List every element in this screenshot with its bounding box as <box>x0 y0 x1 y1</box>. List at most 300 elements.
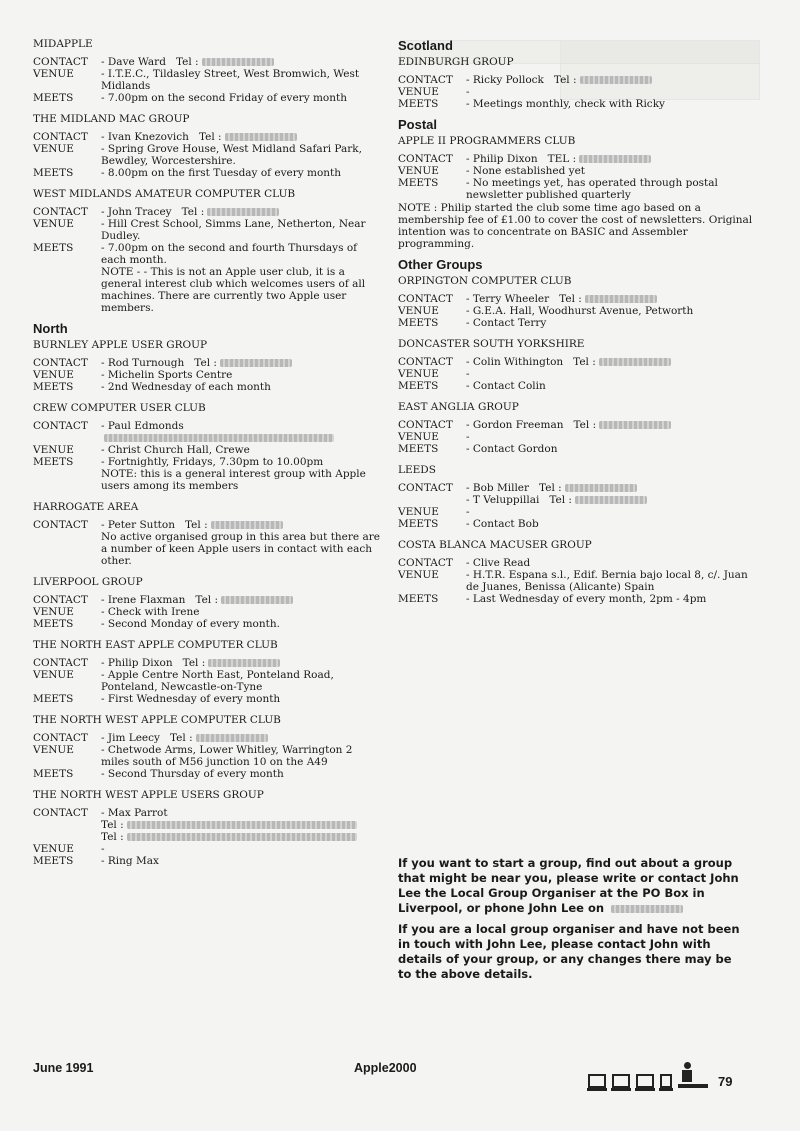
group-name: HARROGATE AREA <box>33 501 139 513</box>
field-label: MEETS <box>33 855 74 867</box>
field-label: CONTACT <box>33 519 88 531</box>
group-name: LEEDS <box>398 464 436 476</box>
redacted-phone <box>580 76 652 84</box>
detail-row <box>33 92 381 104</box>
detail-row <box>398 74 758 86</box>
field-label: VENUE <box>33 218 74 230</box>
field-value <box>101 131 381 143</box>
field-value-text: Tel : <box>101 819 124 831</box>
field-value-text: - Max Parrot <box>101 807 168 819</box>
cta-paragraph-1: If you want to start a group, find out about a group that might be near you, please write or contact John Lee the Local Group Organiser at the PO Box in Liverpool, or phone John Lee on <box>398 856 739 915</box>
field-value <box>101 357 381 369</box>
telephone <box>170 732 268 744</box>
detail-row <box>398 368 758 380</box>
field-value-text: - Fortnightly, Fridays, 7.30pm to 10.00pm <box>101 456 324 468</box>
group-entry <box>33 639 381 705</box>
field-label: VENUE <box>33 843 74 855</box>
telephone-label: Tel : <box>181 206 205 218</box>
field-label: VENUE <box>398 305 439 317</box>
detail-row <box>33 594 381 606</box>
telephone-label: Tel : <box>184 519 208 531</box>
field-label: MEETS <box>398 443 439 455</box>
field-value-text: - Chetwode Arms, Lower Whitley, Warrington 2 miles south of M56 junction 10 on the A49 <box>101 744 353 768</box>
group-name: EAST ANGLIA GROUP <box>398 401 519 413</box>
field-value <box>466 419 758 431</box>
field-value <box>466 518 758 530</box>
field-value <box>101 819 381 831</box>
telephone <box>199 131 297 143</box>
field-value-text: - None established yet <box>466 165 586 177</box>
detail-row <box>33 693 381 705</box>
field-label <box>398 494 466 506</box>
field-value <box>101 420 381 444</box>
group-entry <box>398 338 758 392</box>
field-value-text: - Ring Max <box>101 855 159 867</box>
redacted-phone <box>225 133 297 141</box>
cta-paragraph-2: If you are a local group organiser and have not been in touch with John Lee, please contact John with details of your group, or any changes there may be to the above details. <box>398 922 740 981</box>
field-value-text: - Gordon Freeman <box>466 419 564 431</box>
group-note: NOTE - - This is not an Apple user club, it is a general interest club which welcomes users of all machines. There are currently two Apple user members. <box>101 266 366 314</box>
field-label: MEETS <box>33 242 74 254</box>
group-name: CREW COMPUTER USER CLUB <box>33 402 206 414</box>
field-label: MEETS <box>398 177 439 189</box>
field-value-text: - Colin Withington <box>466 356 564 368</box>
field-value <box>466 356 758 368</box>
field-value-text: - Michelin Sports Centre <box>101 369 233 381</box>
group-name: THE NORTH EAST APPLE COMPUTER CLUB <box>33 639 278 651</box>
detail-row <box>398 593 758 605</box>
detail-row <box>398 569 758 593</box>
field-value-text: - Contact Colin <box>466 380 546 392</box>
telephone-label: Tel : <box>195 594 219 606</box>
field-value <box>101 444 381 456</box>
field-value-text: - Rod Turnough <box>101 357 185 369</box>
field-value-text: - <box>466 431 470 443</box>
footer-date: June 1991 <box>33 1061 94 1075</box>
field-value-text: - Check with Irene <box>101 606 200 618</box>
detail-row <box>398 506 758 518</box>
field-label: CONTACT <box>33 594 88 606</box>
field-value <box>101 519 381 531</box>
detail-row <box>33 819 381 831</box>
field-value-text: - <box>466 506 470 518</box>
group-note: NOTE : Philip started the club some time ago based on a membership fee of £1.00 to cover the cost of newsletters. Original intention was to concentrate on BASIC and Assembler programming. <box>398 202 753 250</box>
telephone <box>559 293 657 305</box>
field-value <box>466 317 758 329</box>
field-value <box>466 431 758 443</box>
field-label: MEETS <box>398 518 439 530</box>
detail-row <box>33 768 381 780</box>
field-value <box>466 165 758 177</box>
group-entry <box>33 339 381 393</box>
field-value-text: - Second Monday of every month. <box>101 618 280 630</box>
group-entry <box>33 188 381 314</box>
field-label: VENUE <box>398 569 439 581</box>
field-value-text: - Contact Bob <box>466 518 539 530</box>
field-value-text: - Christ Church Hall, Crewe <box>101 444 250 456</box>
detail-row <box>33 56 381 68</box>
detail-row <box>398 356 758 368</box>
footer-page-block <box>588 1062 732 1088</box>
field-value-text: - Ivan Knezovich <box>101 131 189 143</box>
field-value-text: - I.T.E.C., Tildasley Street, West Bromwich, West Midlands <box>101 68 360 92</box>
group-entry <box>33 38 381 104</box>
detail-row <box>398 293 758 305</box>
group-entry <box>398 401 758 455</box>
field-label: CONTACT <box>398 482 453 494</box>
group-entry <box>33 113 381 179</box>
detail-row <box>33 807 381 819</box>
group-name: LIVERPOOL GROUP <box>33 576 143 588</box>
field-value <box>101 206 381 218</box>
field-label <box>33 819 101 831</box>
group-entry <box>398 539 758 605</box>
detail-row <box>398 431 758 443</box>
telephone <box>195 594 293 606</box>
field-label: VENUE <box>33 143 74 155</box>
redacted-phone <box>579 155 651 163</box>
region-heading: North <box>33 321 68 336</box>
field-value-text: - <box>466 86 470 98</box>
group-note: No active organised group in this area but there are a number of keen Apple users in contact with each other. <box>101 531 380 567</box>
field-value-text: - 8.00pm on the first Tuesday of every month <box>101 167 342 179</box>
group-entry <box>398 56 758 110</box>
detail-row <box>398 494 758 506</box>
field-value <box>101 618 381 630</box>
page-number: 79 <box>718 1074 733 1089</box>
telephone-label: Tel : <box>549 494 572 506</box>
group-name: BURNLEY APPLE USER GROUP <box>33 339 208 351</box>
field-label: CONTACT <box>398 356 453 368</box>
telephone-label: Tel : <box>194 357 217 369</box>
field-label: VENUE <box>33 444 74 456</box>
field-value-text: - <box>101 843 105 855</box>
field-label: VENUE <box>33 669 74 681</box>
redacted-phone <box>220 359 292 367</box>
field-value <box>466 74 758 86</box>
group-note: NOTE: this is a general interest group with Apple users among its members <box>101 468 366 492</box>
redacted-phone <box>208 659 280 667</box>
detail-row <box>398 98 758 110</box>
field-label: MEETS <box>398 593 439 605</box>
field-value-text: - Hill Crest School, Simms Lane, Netherton, Near Dudley. <box>101 218 366 242</box>
detail-row <box>33 131 381 143</box>
field-value-text: - T Veluppillai <box>466 494 540 506</box>
field-label: CONTACT <box>33 357 88 369</box>
field-label: CONTACT <box>398 153 453 165</box>
left-column <box>33 38 381 876</box>
field-label: MEETS <box>398 98 439 110</box>
field-label: VENUE <box>33 68 74 80</box>
detail-row <box>33 843 381 855</box>
redacted-phone <box>207 208 279 216</box>
group-name: THE NORTH WEST APPLE COMPUTER CLUB <box>33 714 281 726</box>
region-heading: Postal <box>398 117 438 132</box>
call-to-action <box>398 856 743 988</box>
telephone-label: Tel : <box>573 356 596 368</box>
field-value-text: - Philip Dixon <box>101 657 173 669</box>
telephone-label: Tel : <box>559 293 582 305</box>
detail-row <box>398 557 758 569</box>
detail-row <box>33 855 381 867</box>
field-label: MEETS <box>33 618 74 630</box>
field-value-text: - No meetings yet, has operated through postal newsletter published quarterly <box>466 177 718 201</box>
field-value <box>101 56 381 68</box>
field-value-text: - First Wednesday of every month <box>101 693 281 705</box>
detail-row <box>33 369 381 381</box>
field-value <box>101 669 381 693</box>
footer-magazine: Apple2000 <box>354 1061 417 1075</box>
field-value <box>101 855 381 867</box>
detail-row <box>33 444 381 456</box>
telephone <box>183 657 281 669</box>
detail-row <box>33 381 381 393</box>
telephone-label: Tel : <box>553 74 577 86</box>
field-value-text: - Spring Grove House, West Midland Safari Park, Bewdley, Worcestershire. <box>101 143 362 167</box>
field-label: MEETS <box>33 456 74 468</box>
redacted-phone <box>585 295 657 303</box>
redacted-phone <box>127 833 357 841</box>
field-value <box>466 293 758 305</box>
field-label: VENUE <box>398 86 439 98</box>
group-entry <box>33 501 381 567</box>
detail-row <box>398 305 758 317</box>
detail-row <box>33 606 381 618</box>
telephone <box>573 356 671 368</box>
region-heading: Scotland <box>398 38 453 53</box>
field-label: VENUE <box>398 165 439 177</box>
group-name: MIDAPPLE <box>33 38 93 50</box>
field-value-text: - Contact Gordon <box>466 443 558 455</box>
telephone-label: Tel : <box>539 482 562 494</box>
field-label: MEETS <box>33 693 74 705</box>
telephone <box>549 494 647 506</box>
field-value-text: - Terry Wheeler <box>466 293 550 305</box>
field-value <box>466 557 758 569</box>
group-name: COSTA BLANCA MACUSER GROUP <box>398 539 592 551</box>
redacted-phone <box>127 821 357 829</box>
field-label: VENUE <box>398 431 439 443</box>
detail-row <box>33 242 381 266</box>
telephone <box>548 153 652 165</box>
field-value-text: - 2nd Wednesday of each month <box>101 381 271 393</box>
redacted-phone <box>599 421 671 429</box>
telephone-label: Tel : <box>573 419 597 431</box>
field-label: VENUE <box>33 606 74 618</box>
detail-row <box>398 317 758 329</box>
group-entry <box>33 789 381 867</box>
field-value <box>466 380 758 392</box>
detail-row <box>33 669 381 693</box>
field-value <box>101 807 381 819</box>
group-entry <box>33 402 381 492</box>
detail-row <box>398 86 758 98</box>
telephone-label: Tel : <box>182 657 206 669</box>
redacted-phone <box>202 58 274 66</box>
group-entry <box>398 464 758 530</box>
telephone <box>573 419 671 431</box>
group-entry <box>398 135 758 250</box>
group-entry <box>398 275 758 329</box>
field-value <box>466 305 758 317</box>
field-value <box>101 218 381 242</box>
group-name: EDINBURGH GROUP <box>398 56 514 68</box>
group-name: ORPINGTON COMPUTER CLUB <box>398 275 572 287</box>
computer-icon <box>660 1074 672 1088</box>
field-value-text: - 7.00pm on the second and fourth Thursdays of each month. <box>101 242 358 266</box>
field-value <box>466 593 758 605</box>
field-value <box>466 98 758 110</box>
field-value <box>466 482 758 494</box>
field-value <box>101 242 381 266</box>
field-value-text: - Last Wednesday of every month, 2pm - 4pm <box>466 593 707 605</box>
telephone-label: Tel : <box>169 732 193 744</box>
detail-row <box>398 518 758 530</box>
field-value-text: - Second Thursday of every month <box>101 768 284 780</box>
field-label: CONTACT <box>398 419 453 431</box>
group-name: APPLE II PROGRAMMERS CLUB <box>398 135 576 147</box>
computer-icon <box>636 1074 654 1088</box>
detail-row <box>398 153 758 165</box>
field-value <box>101 843 381 855</box>
detail-row <box>33 657 381 669</box>
telephone <box>182 206 280 218</box>
group-entry <box>33 714 381 780</box>
right-column <box>398 38 758 614</box>
detail-row <box>398 482 758 494</box>
field-value-text: - 7.00pm on the second Friday of every month <box>101 92 347 104</box>
field-label: CONTACT <box>33 657 88 669</box>
field-label: CONTACT <box>33 732 88 744</box>
detail-row <box>33 218 381 242</box>
field-value <box>466 368 758 380</box>
group-name: THE NORTH WEST APPLE USERS GROUP <box>33 789 264 801</box>
field-value-text: - Peter Sutton <box>101 519 175 531</box>
field-value <box>466 569 758 593</box>
redacted-phone <box>611 905 683 913</box>
field-value <box>101 381 381 393</box>
field-label: MEETS <box>33 381 74 393</box>
redacted-phone <box>211 521 283 529</box>
detail-row <box>33 744 381 768</box>
field-value-text: - H.T.R. Espana s.l., Edif. Bernia bajo local 8, c/. Juan de Juanes, Benissa (Alicante) Spain <box>466 569 748 593</box>
computer-icon <box>612 1074 630 1088</box>
field-value-text: - Clive Read <box>466 557 531 569</box>
field-value <box>101 732 381 744</box>
redacted-phone <box>575 496 647 504</box>
field-value-text: - Irene Flaxman <box>101 594 186 606</box>
field-value-text: - John Tracey <box>101 206 172 218</box>
telephone <box>539 482 637 494</box>
field-label: MEETS <box>398 317 439 329</box>
region-heading: Other Groups <box>398 257 483 272</box>
field-value <box>101 167 381 179</box>
telephone-label: TEL : <box>547 153 577 165</box>
field-value <box>101 68 381 92</box>
field-value-text: - Jim Leecy <box>101 732 160 744</box>
detail-row <box>33 68 381 92</box>
detail-row <box>33 206 381 218</box>
field-value <box>101 606 381 618</box>
field-label: VENUE <box>398 506 439 518</box>
field-label: VENUE <box>33 369 74 381</box>
field-label: MEETS <box>33 167 74 179</box>
field-value <box>466 494 758 506</box>
field-value <box>101 456 381 468</box>
detail-row <box>33 143 381 167</box>
redacted-phone <box>599 358 671 366</box>
field-value-text: Tel : <box>101 831 124 843</box>
field-label: CONTACT <box>398 557 453 569</box>
field-value-text: - Contact Terry <box>466 317 547 329</box>
telephone <box>554 74 652 86</box>
field-value <box>101 831 381 843</box>
field-label: CONTACT <box>33 131 88 143</box>
field-value <box>466 153 758 165</box>
field-label: MEETS <box>33 92 74 104</box>
field-value-text: - Meetings monthly, check with Ricky <box>466 98 665 110</box>
detail-row <box>33 167 381 179</box>
field-value <box>101 657 381 669</box>
detail-row <box>33 456 381 468</box>
field-label: VENUE <box>33 744 74 756</box>
field-label: CONTACT <box>33 807 88 819</box>
detail-row <box>33 618 381 630</box>
field-value-text: - Bob Miller <box>466 482 530 494</box>
field-value-text: - Dave Ward <box>101 56 166 68</box>
detail-row <box>33 831 381 843</box>
field-label: CONTACT <box>33 206 88 218</box>
field-value <box>101 768 381 780</box>
group-name: WEST MIDLANDS AMATEUR COMPUTER CLUB <box>33 188 296 200</box>
detail-row <box>33 420 381 444</box>
field-value <box>101 693 381 705</box>
telephone <box>194 357 292 369</box>
field-label: MEETS <box>398 380 439 392</box>
field-value <box>101 143 381 167</box>
field-value-text: - <box>466 368 470 380</box>
field-value-text: - Philip Dixon <box>466 153 538 165</box>
field-label: CONTACT <box>398 74 453 86</box>
field-label: CONTACT <box>398 293 453 305</box>
field-value <box>466 177 758 201</box>
detail-row <box>33 732 381 744</box>
group-name: THE MIDLAND MAC GROUP <box>33 113 190 125</box>
field-value <box>466 506 758 518</box>
detail-row <box>398 380 758 392</box>
detail-row <box>33 357 381 369</box>
detail-row <box>398 443 758 455</box>
field-value-text: - G.E.A. Hall, Woodhurst Avenue, Petworth <box>466 305 694 317</box>
field-value-text: - Apple Centre North East, Ponteland Road, Ponteland, Newcastle-on-Tyne <box>101 669 334 693</box>
field-label: CONTACT <box>33 420 88 432</box>
field-value <box>466 86 758 98</box>
computer-icon <box>588 1074 606 1088</box>
telephone <box>176 56 274 68</box>
person-at-desk-icon <box>678 1062 708 1088</box>
field-value <box>101 744 381 768</box>
telephone-label: Tel : <box>198 131 222 143</box>
field-label: CONTACT <box>33 56 88 68</box>
field-value-text: - Ricky Pollock <box>466 74 544 86</box>
redacted-phone <box>221 596 293 604</box>
field-value <box>466 443 758 455</box>
field-label: MEETS <box>33 768 74 780</box>
field-label <box>33 831 101 843</box>
field-label: VENUE <box>398 368 439 380</box>
field-value <box>101 92 381 104</box>
field-value-text: - Paul Edmonds <box>101 420 184 432</box>
